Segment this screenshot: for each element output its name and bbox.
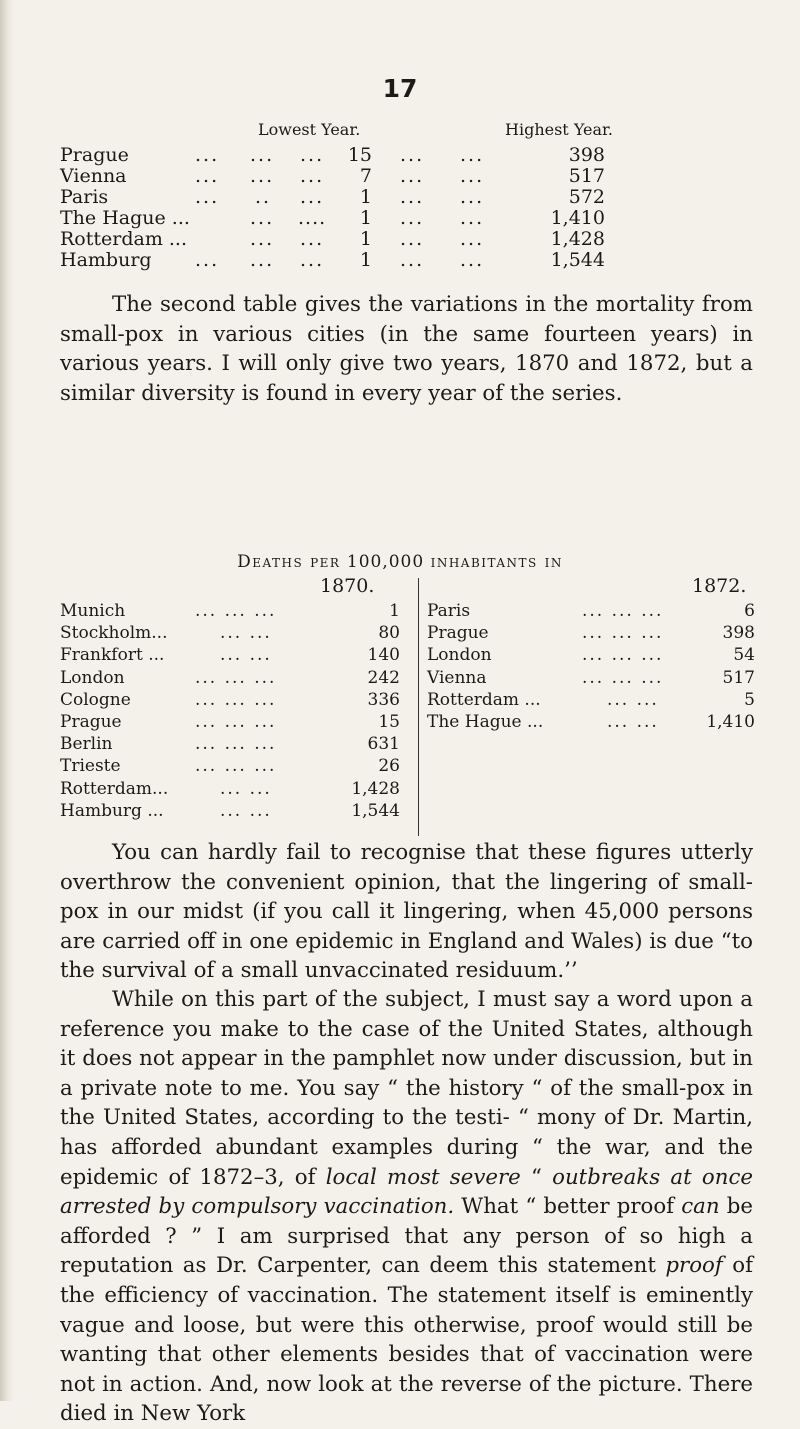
row-leader-dots: ... <box>250 228 275 250</box>
row-leader-dots: ... <box>250 165 275 187</box>
row-value: 140 <box>367 645 400 666</box>
row-value: 26 <box>378 756 400 777</box>
row-city: Paris <box>60 186 109 208</box>
title-prefix: Deaths per <box>237 552 341 572</box>
row-city: Prague <box>427 623 489 644</box>
row-leader-dots: ... ... <box>607 689 659 710</box>
row-leader-dots: ... <box>300 186 325 208</box>
row-highest-year: 398 <box>568 144 605 166</box>
table-row <box>60 186 750 207</box>
row-leader-dots: ... <box>300 144 325 166</box>
table-row <box>60 734 405 756</box>
row-value: 398 <box>722 623 755 644</box>
row-value: 15 <box>378 711 400 732</box>
row-leader-dots: ... <box>400 144 425 166</box>
row-leader-dots: ... <box>400 207 425 229</box>
row-highest-year: 517 <box>568 165 605 187</box>
table-row <box>427 623 762 645</box>
row-city: Rotterdam ... <box>60 228 188 250</box>
italic-run: local most severe <box>325 1164 521 1190</box>
row-value: 242 <box>367 667 400 688</box>
row-leader-dots: ... <box>460 144 485 166</box>
row-highest-year: 1,410 <box>550 207 605 229</box>
row-leader-dots: ... <box>250 207 275 229</box>
table-row <box>60 207 750 228</box>
row-value: 1,428 <box>351 778 400 799</box>
table-row <box>60 645 405 667</box>
row-leader-dots: ... ... ... <box>195 711 277 732</box>
row-value: 6 <box>744 601 755 621</box>
row-leader-dots: ... ... ... <box>195 667 277 688</box>
row-highest-year: 1,544 <box>550 249 605 271</box>
row-city: Trieste <box>60 756 121 777</box>
row-leader-dots: ... <box>250 144 275 166</box>
row-lowest-year: 7 <box>359 165 372 187</box>
row-city: Berlin <box>60 734 113 755</box>
paragraph-overthrow <box>60 838 753 986</box>
table-row <box>60 690 405 712</box>
row-value: 631 <box>367 734 400 755</box>
row-value: 517 <box>722 667 755 688</box>
row-city: Prague <box>60 711 122 732</box>
deaths-1870-column <box>60 575 405 823</box>
row-leader-dots: ... <box>195 144 220 166</box>
page-number: 17 <box>382 74 418 103</box>
row-city: Stockholm... <box>60 623 168 644</box>
row-leader-dots: ... ... ... <box>195 689 277 710</box>
table-row <box>60 601 405 623</box>
row-leader-dots: ... <box>250 249 275 271</box>
row-leader-dots: ... ... ... <box>195 756 277 777</box>
row-leader-dots: ... ... ... <box>582 601 664 621</box>
row-city: Cologne <box>60 689 131 710</box>
row-leader-dots: ... <box>460 228 485 250</box>
table-row <box>60 756 405 778</box>
row-city: Munich <box>60 601 126 621</box>
table-row <box>60 228 750 249</box>
row-leader-dots: ... ... <box>220 800 272 821</box>
row-lowest-year: 1 <box>359 228 372 250</box>
row-city: London <box>60 667 125 688</box>
table-row <box>60 165 750 186</box>
row-leader-dots: ... ... ... <box>195 734 277 755</box>
row-lowest-year: 1 <box>359 186 372 208</box>
row-value: 54 <box>733 645 755 666</box>
deaths-table-title <box>0 552 800 572</box>
header-highest-year: Highest Year. <box>505 120 613 139</box>
row-value: 80 <box>378 623 400 644</box>
title-number: 100,000 <box>346 552 425 572</box>
row-leader-dots: ... ... <box>220 623 272 644</box>
row-city: The Hague ... <box>60 207 190 229</box>
table-header <box>60 120 750 144</box>
italic-run: can <box>681 1194 720 1220</box>
row-leader-dots: ... <box>195 249 220 271</box>
row-leader-dots: ... ... <box>220 778 272 799</box>
title-suffix: inhabitants in <box>430 552 563 572</box>
paragraph-text: The second table gives the variations in the mortality from small-pox in various cities (in the same fourteen years) in various years. I will only give two years, 1870 and 1872, but a similar diversity is found in every year of the series. <box>60 292 753 406</box>
row-city: Vienna <box>427 667 487 688</box>
text-run: of the efficiency of vaccination. The statement itself is eminently vague and loose, but were this otherwise, proof would still be wanting that other elements besides that of vaccination were not in action. And, now look at the reverse of the picture. There died in New York <box>60 1253 753 1427</box>
row-leader-dots: ... <box>400 228 425 250</box>
row-lowest-year: 1 <box>359 249 372 271</box>
row-city: Hamburg ... <box>60 800 164 821</box>
year-1872: 1872. <box>692 575 747 597</box>
table-row <box>427 712 762 734</box>
row-leader-dots: ... <box>300 165 325 187</box>
row-value: 1 <box>389 601 400 621</box>
italic-run: outbreaks at once arrested by compulsory vaccination. <box>60 1164 753 1220</box>
paragraph-variations <box>60 290 753 408</box>
row-highest-year: 572 <box>568 186 605 208</box>
row-city: Rotterdam... <box>60 778 169 799</box>
paragraph-united-states <box>60 985 753 1429</box>
table-row <box>60 623 405 645</box>
row-leader-dots: ... <box>400 249 425 271</box>
text-run: While on this part of the subject, I must say a word upon a reference you make to the case of the United States, although it does not appear in the pamphlet now under discussion, but in a private note to me. You say “ the history “ of the small-pox in the United States, according to the testi- “ mony of Dr. Martin, has afforded abundant examples during “ the war, and the epidemic of 1872–3, of <box>60 987 753 1190</box>
table-row <box>427 601 762 623</box>
table-row <box>427 690 762 712</box>
row-value: 336 <box>367 689 400 710</box>
year-header <box>60 575 405 601</box>
row-leader-dots: ... <box>300 249 325 271</box>
row-leader-dots: ... <box>460 186 485 208</box>
row-city: Paris <box>427 601 471 621</box>
table-row <box>60 668 405 690</box>
header-lowest-year: Lowest Year. <box>258 120 361 139</box>
row-city: Hamburg <box>60 249 152 271</box>
row-city: The Hague ... <box>427 711 544 732</box>
row-leader-dots: ... ... ... <box>195 601 277 621</box>
year-header <box>427 575 762 601</box>
row-leader-dots: ... <box>460 249 485 271</box>
table-row <box>60 801 405 823</box>
text-run: be afforded ? ” I am surprised that any person of so high a reputation as Dr. Carpenter, can deem this statement <box>60 1194 753 1279</box>
row-leader-dots: ... <box>195 165 220 187</box>
row-highest-year: 1,428 <box>550 228 605 250</box>
row-city: London <box>427 645 492 666</box>
row-value: 1,410 <box>706 711 755 732</box>
paragraph-text: You can hardly fail to recognise that these figures utterly overthrow the convenient opinion, that the lingering of small-pox in our midst (if you call it lingering, when 45,000 persons are carried off in one epidemic in England and Wales) is due “to the survival of a small unvaccinated residuum.’’ <box>60 840 753 984</box>
italic-run: proof <box>665 1253 723 1279</box>
row-city: Vienna <box>60 165 127 187</box>
row-city: Prague <box>60 144 129 166</box>
row-leader-dots: ... ... ... <box>582 667 664 688</box>
table-row <box>60 144 750 165</box>
row-lowest-year: 15 <box>347 144 372 166</box>
row-city: Rotterdam ... <box>427 689 541 710</box>
row-leader-dots: ... ... <box>607 711 659 732</box>
table-row <box>427 645 762 667</box>
row-leader-dots: ... <box>300 228 325 250</box>
text-run: What “ better proof <box>454 1194 682 1220</box>
table-row <box>427 668 762 690</box>
row-leader-dots: ... ... ... <box>582 645 664 666</box>
table-row <box>60 712 405 734</box>
row-leader-dots: ... ... <box>220 645 272 666</box>
row-city: Frankfort ... <box>60 645 165 666</box>
page-binding-shadow <box>0 0 14 1401</box>
table-row <box>60 249 750 270</box>
row-value: 5 <box>744 689 755 710</box>
row-leader-dots: .. <box>255 186 272 208</box>
paragraph-text <box>60 985 753 1429</box>
lowest-highest-table <box>60 120 750 270</box>
text-run: “ <box>520 1164 553 1190</box>
deaths-1872-column <box>418 575 762 836</box>
row-leader-dots: ... <box>460 207 485 229</box>
row-leader-dots: ... ... ... <box>582 623 664 644</box>
row-leader-dots: ... <box>460 165 485 187</box>
row-value: 1,544 <box>351 800 400 821</box>
row-leader-dots: ... <box>400 165 425 187</box>
table-row <box>60 779 405 801</box>
row-lowest-year: 1 <box>359 207 372 229</box>
row-leader-dots: ... <box>400 186 425 208</box>
row-leader-dots: ... <box>195 186 220 208</box>
row-leader-dots: .... <box>298 207 327 229</box>
year-1870: 1870. <box>320 575 375 597</box>
